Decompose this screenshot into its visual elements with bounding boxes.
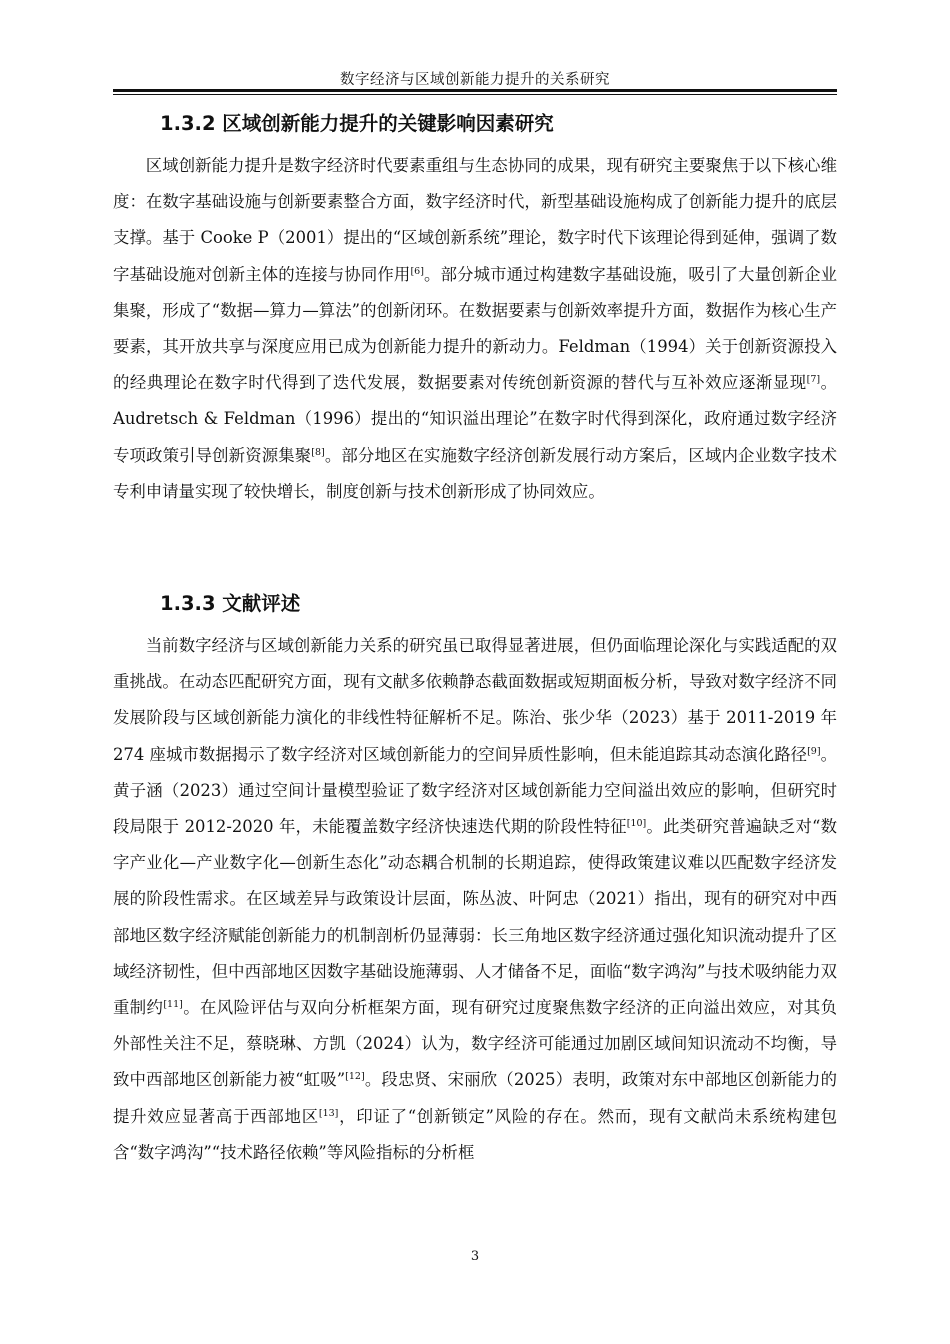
text-segment: 。段忠贤、宋丽欣（2025）表明，政策对东中部地区创新能力的提升效应显著高于西部地区 xyxy=(113,1070,837,1126)
running-header: 数字经济与区域创新能力提升的关系研究 xyxy=(340,72,610,88)
text-segment: ，印证了“创新锁定”风险的存在。然而，现有文献尚未系统构建包含“数字鸿沟”“技术路径依赖”等风险指标的分析框 xyxy=(113,1106,837,1162)
citation-11: [11] xyxy=(163,999,183,1011)
text-segment: 当前数字经济与区域创新能力关系的研究虽已取得显著进展，但仍面临理论深化与实践适配的双重挑战。在动态匹配研究方面，现有文献多依赖静态截面数据或短期面板分析，导致对数字经济不同发展阶段与区域创新能力演化的非线性特征解析不足。陈治、张少华（2023）基于 2011-2019 年 274 座城市数据揭示了数字经济对区域创新能力的空间异质性影响，但未能追踪其动态演化路径 xyxy=(113,636,837,764)
text-segment: 。在风险评估与双向分析框架方面，现有研究过度聚焦数字经济的正向溢出效应，对其负外部性关注不足，蔡晓琳、方凯（2024）认为，数字经济可能通过加剧区域间知识流动不均衡，导致中西部地区创新能力被“虹吸” xyxy=(113,998,838,1090)
header-rule-thick xyxy=(113,89,837,92)
citation-12: [12] xyxy=(345,1071,365,1083)
header-rule-thin xyxy=(113,94,837,95)
citation-13: [13] xyxy=(318,1107,339,1119)
section-heading-1-3-2: 1.3.2 区域创新能力提升的关键影响因素研究 xyxy=(160,112,554,135)
text-segment: 。部分城市通过构建数字基础设施，吸引了大量创新企业集聚，形成了“数据—算力—算法”的创新闭环。在数据要素与创新效率提升方面，数据作为核心生产要素，其开放共享与深度应用已成为创新能力提升的新动力。Feldman（1994）关于创新资源投入的经典理论在数字时代得到了迭代发展，数据要素对传统创新资源的替代与互补效应逐渐显现 xyxy=(113,264,838,393)
text-segment: 。黄子涵（2023）通过空间计量模型验证了数字经济对区域创新能力空间溢出效应的影响，但研究时段局限于 2012-2020 年，未能覆盖数字经济快速迭代期的阶段性特征 xyxy=(113,744,838,837)
section-1-3-3-paragraph xyxy=(113,628,837,1171)
citation-9: [9] xyxy=(807,745,821,757)
citation-6: [6] xyxy=(410,265,424,277)
section-1-3-2-paragraph xyxy=(113,148,837,510)
section-heading-1-3-3: 1.3.3 文献评述 xyxy=(160,592,301,615)
citation-7: [7] xyxy=(806,374,821,386)
text-segment: 。此类研究普遍缺乏对“数字产业化—产业数字化—创新生态化”动态耦合机制的长期追踪，使得政策建议难以匹配数字经济发展的阶段性需求。在区域差异与政策设计层面，陈丛波、叶阿忠（2021）指出，现有的研究对中西部地区数字经济赋能创新能力的机制剖析仍显薄弱：长三角地区数字经济通过强化知识流动提升了区域经济韧性，但中西部地区因数字基础设施薄弱、人才储备不足，面临“数字鸿沟”与技术吸纳能力双重制约 xyxy=(113,817,837,1018)
citation-10: [10] xyxy=(626,818,647,830)
text-segment: 。Audretsch & Feldman（1996）提出的“知识溢出理论”在数字时代得到深化，政府通过数字经济专项政策引导创新资源集聚 xyxy=(113,373,838,465)
citation-8: [8] xyxy=(311,446,325,458)
text-segment: 区域创新能力提升是数字经济时代要素重组与生态协同的成果，现有研究主要聚焦于以下核心维度：在数字基础设施与创新要素整合方面，数字经济时代，新型基础设施构成了创新能力提升的底层支撑。基于 Cooke P（2001）提出的“区域创新系统”理论，数字时代下该理论得到延伸，强调了数字基础设施对创新主体的连接与协同作用 xyxy=(113,156,837,284)
text-segment: 。部分地区在实施数字经济创新发展行动方案后，区域内企业数字技术专利申请量实现了较快增长，制度创新与技术创新形成了协同效应。 xyxy=(113,445,838,501)
page-number: 3 xyxy=(470,1249,480,1264)
